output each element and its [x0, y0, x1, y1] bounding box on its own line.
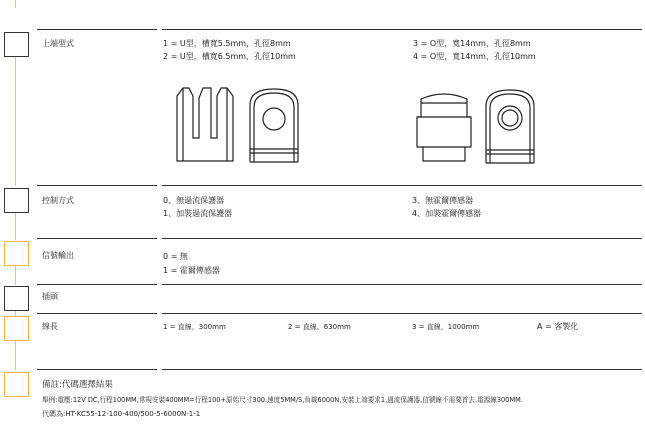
- option-checkbox-control[interactable]: [4, 188, 29, 213]
- control-option-0: 0、無過流保護器: [163, 196, 225, 205]
- option-checkbox-signal[interactable]: [4, 241, 29, 266]
- cable-option-2: 2 = 直線，630mm: [288, 323, 351, 331]
- guide-line: [15, 340, 16, 370]
- section-divider: [162, 284, 642, 285]
- o-type-front-drawing: [415, 89, 473, 161]
- control-option-1: 1、加裝過流保護器: [163, 209, 233, 218]
- section-divider: [37, 185, 157, 186]
- guide-line: [15, 56, 16, 186]
- cable-option-1: 1 = 直線，300mm: [163, 323, 226, 331]
- upper-type-option-4: 4 = O型，寬14mm，孔徑10mm: [413, 52, 536, 61]
- section-divider: [162, 238, 642, 239]
- o-type-side-drawing: [484, 88, 536, 163]
- control-option-4: 4、加裝霍爾傳感器: [412, 209, 482, 218]
- upper-type-option-3: 3 = O型，寬14mm，孔徑8mm: [413, 39, 531, 48]
- section-divider: [162, 185, 642, 186]
- option-checkbox-remark[interactable]: [4, 372, 29, 397]
- section-divider: [37, 238, 157, 239]
- remark-code-line: 代碼為:HT-KC55-12-100-400/500-5-6000N-1-1: [42, 410, 201, 418]
- option-checkbox-plug[interactable]: [4, 286, 29, 311]
- section-divider: [37, 29, 157, 30]
- option-checkbox-cable[interactable]: [4, 316, 29, 341]
- signal-option-0: 0 = 無: [163, 252, 188, 261]
- u-type-side-drawing: [248, 87, 300, 162]
- cable-option-3: 3 = 直線，1000mm: [412, 323, 480, 331]
- control-label: 控制方式: [42, 196, 74, 205]
- upper-type-option-1: 1 = U型，槽寬5.5mm，孔徑8mm: [163, 39, 291, 48]
- plug-label: 插頭: [42, 292, 58, 301]
- guide-line: [15, 212, 16, 240]
- section-divider: [37, 313, 157, 314]
- u-type-front-drawing: [175, 86, 235, 161]
- signal-label: 信號輸出: [42, 251, 74, 260]
- section-divider: [37, 369, 157, 370]
- control-option-3: 3、無霍爾傳感器: [412, 196, 474, 205]
- cable-label: 線長: [42, 322, 58, 331]
- remark-label: 備註:代碼選擇結果: [42, 380, 113, 390]
- section-divider: [162, 29, 642, 30]
- guide-line: [15, 0, 16, 8]
- section-divider: [162, 313, 642, 314]
- signal-option-1: 1 = 霍爾傳感器: [163, 266, 220, 275]
- section-divider: [162, 369, 642, 370]
- section-divider: [37, 284, 157, 285]
- remark-example-line: 舉例:電壓:12V DC,行程100MM,常規安裝400MM=行程100+原始尺寸300.速度5MM/S,負載6000N,安裝上端要求1,過流保護器,信號線不需要首去.電源線300MM.: [42, 396, 523, 404]
- guide-line: [15, 265, 16, 285]
- cable-option-a: A = 客製化: [537, 322, 579, 331]
- upper-type-option-2: 2 = U型，槽寬6.5mm，孔徑10mm: [163, 52, 296, 61]
- option-checkbox-upper-type[interactable]: [4, 32, 29, 57]
- upper-type-label: 上端型式: [42, 39, 74, 48]
